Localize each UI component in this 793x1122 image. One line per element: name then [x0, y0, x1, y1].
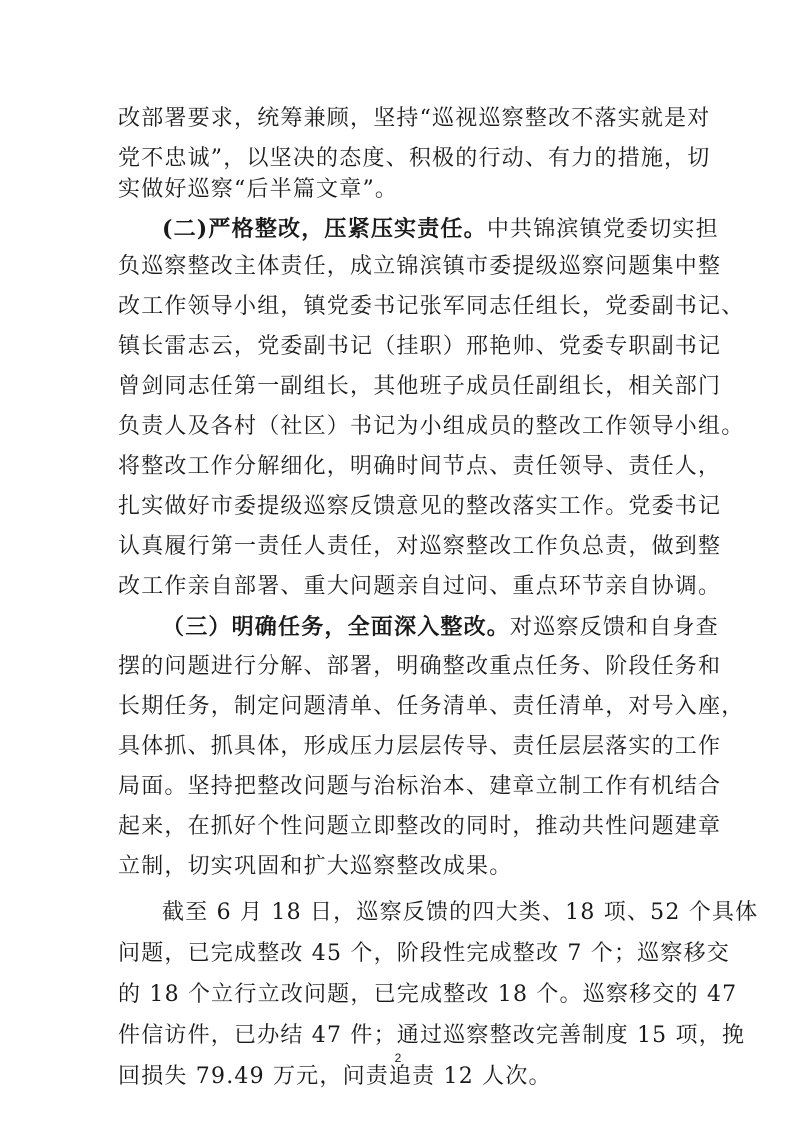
- section-2-line-5: 曾剑同志任第一副组长，其他班子成员任副组长，相关部门: [118, 374, 722, 399]
- section-3-line-3: 长期任务，制定问题清单、任务清单、责任清单，对号入座，: [118, 694, 745, 719]
- section-3-line-2: 摆的问题进行分解、部署，明确整改重点任务、阶段任务和: [118, 654, 722, 679]
- page-number: 2: [394, 1051, 402, 1065]
- section-3-line-7: 立制，切实巩固和扩大巡察整改成果。: [118, 854, 513, 879]
- section-3-heading: （三）明确任务，全面深入整改。: [162, 614, 511, 640]
- paragraph-4-line-2: 问题，已完成整改 45 个，阶段性完成整改 7 个；巡察移交: [118, 941, 730, 966]
- paragraph-1-line-1: 改部署要求，统筹兼顾，坚持“巡视巡察整改不落实就是对: [118, 106, 711, 131]
- paragraph-4-line-4: 件信访件，已办结 47 件；通过巡察整改完善制度 15 项，挽: [118, 1023, 746, 1048]
- section-2-line-2: 负巡察整改主体责任，成立锦滨镇市委提级巡察问题集中整: [118, 254, 722, 279]
- section-2-heading: (二)严格整改，压紧压实责任。: [162, 216, 487, 242]
- section-2-first-line-text: 中共锦滨镇党委切实担: [486, 217, 719, 242]
- section-2-line-4: 镇长雷志云，党委副书记（挂职）邢艳帅、党委专职副书记: [118, 334, 722, 359]
- section-3-line-4: 具体抓、抓具体，形成压力层层传导、责任层层落实的工作: [118, 734, 722, 759]
- section-2-first-line: [162, 209, 719, 249]
- section-2-line-3: 改工作领导小组，镇党委书记张军同志任组长，党委副书记、: [118, 294, 745, 319]
- paragraph-4-line-3: 的 18 个立行立改问题，已完成整改 18 个。巡察移交的 47: [118, 982, 738, 1007]
- section-2-line-8: 扎实做好市委提级巡察反馈意见的整改落实工作。党委书记: [118, 494, 722, 519]
- section-3-first-line: [162, 607, 719, 647]
- section-3-line-6: 起来，在抓好个性问题立即整改的同时，推动共性问题建章: [118, 814, 722, 839]
- section-3-line-5: 局面。坚持把整改问题与治标治本、建章立制工作有机结合: [118, 774, 722, 799]
- paragraph-1-line-2: 党不忠诚”，以坚决的态度、积极的行动、有力的措施，切: [118, 146, 711, 171]
- section-2-line-10: 改工作亲自部署、重大问题亲自过问、重点环节亲自协调。: [118, 574, 722, 599]
- section-2-line-7: 将整改工作分解细化，明确时间节点、责任领导、责任人，: [118, 454, 722, 479]
- paragraph-4-line-5: 回损失 79.49 万元，问责追责 12 人次。: [118, 1064, 552, 1089]
- section-3-first-line-text: 对巡察反馈和自身查: [510, 615, 719, 640]
- paragraph-4-line-1: 截至 6 月 18 日，巡察反馈的四大类、18 项、52 个具体: [162, 900, 759, 925]
- paragraph-1-line-3: 实做好巡察“后半篇文章”。: [118, 177, 399, 202]
- section-2-line-6: 负责人及各村（社区）书记为小组成员的整改工作领导小组。: [118, 414, 745, 439]
- section-2-line-9: 认真履行第一责任人责任，对巡察整改工作负总责，做到整: [118, 534, 722, 559]
